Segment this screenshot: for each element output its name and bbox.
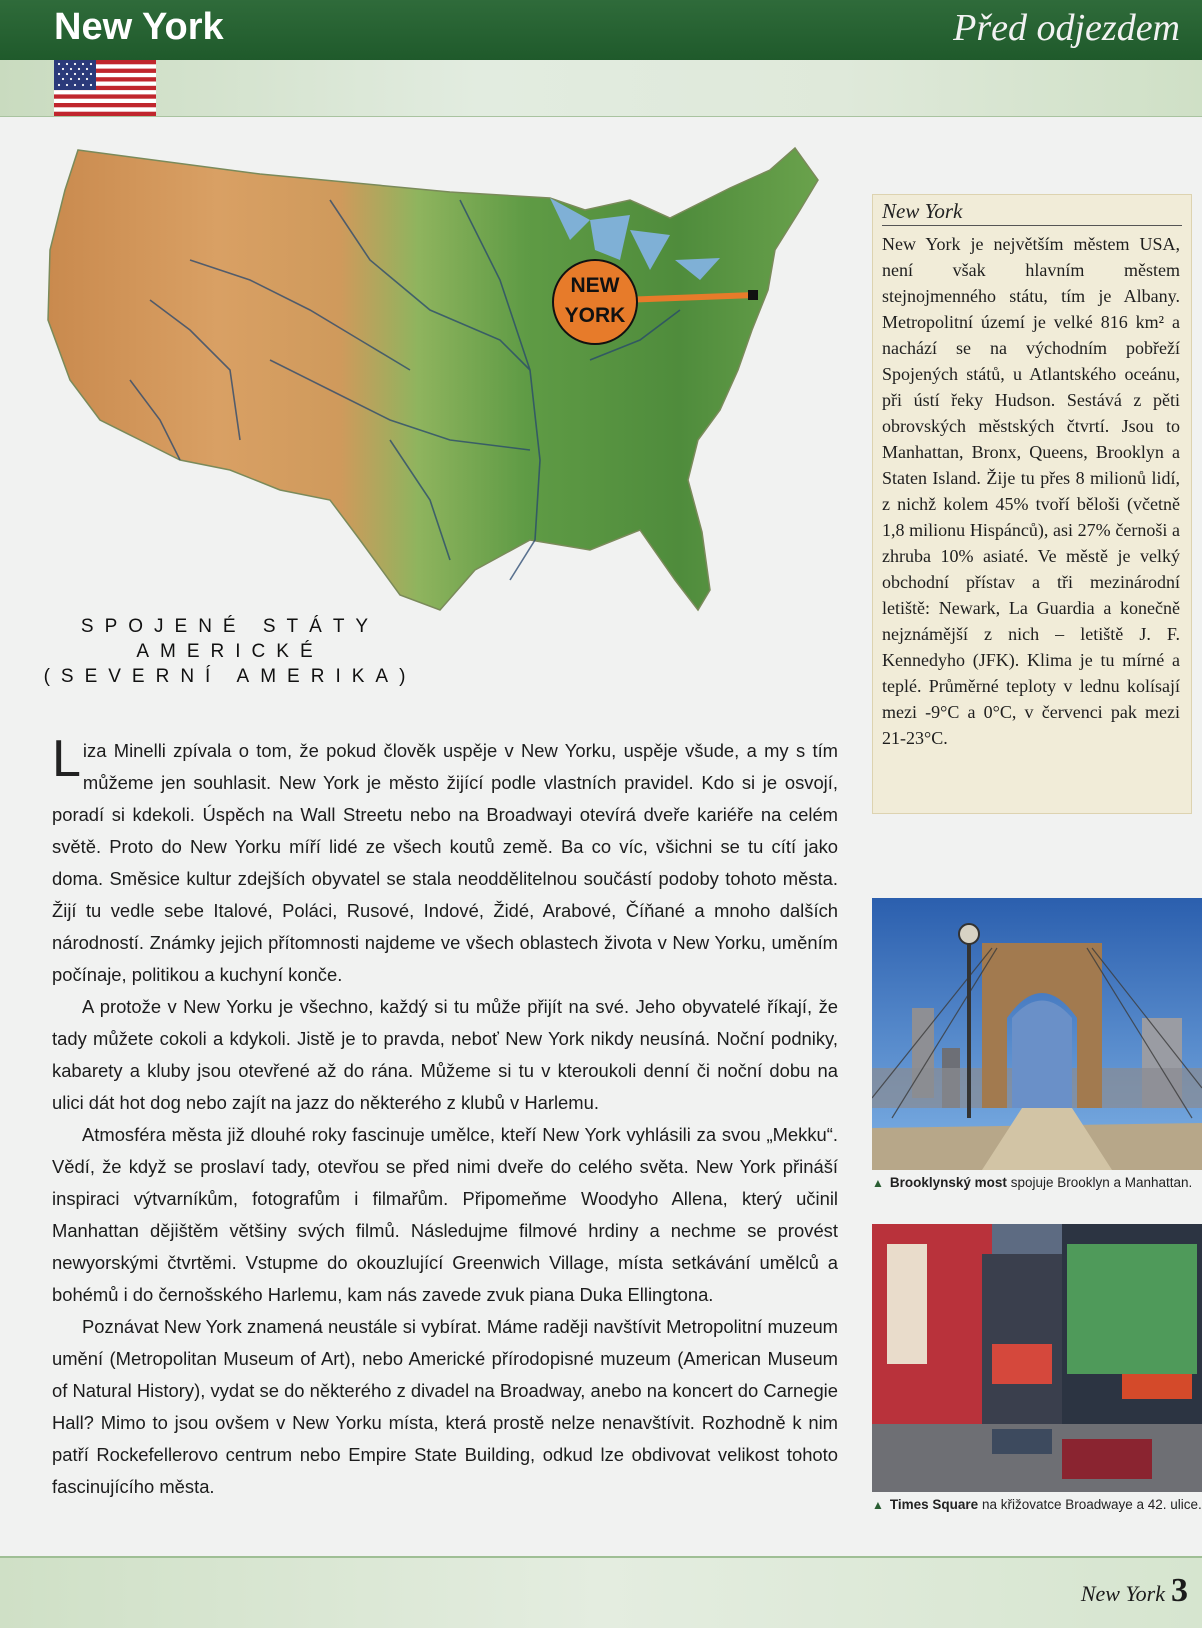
article-paragraph-2: A protože v New Yorku je všechno, každý si tu může přijít na své. Jeho obyvatelé říkají, že tady můžete cokoli a kdykoli. Jistě je to pravda, neboť New York nikdy neusíná. Noční podniky, kabarety a kluby jsou otevřené až do rána. Můžeme si tu v kteroukoli denní či noční dobu na ulici dát hot dog nebo zajít na jazz do některého z klubů v Harlemu. xyxy=(52,996,838,1113)
footer-book-title: New York xyxy=(1080,1581,1165,1606)
header-right-title: Před odjezdem xyxy=(953,7,1180,49)
new-york-badge xyxy=(553,260,637,344)
article-body xyxy=(52,730,838,1503)
page-footer xyxy=(0,1556,1202,1628)
sidebar-box xyxy=(872,194,1192,814)
header-band xyxy=(0,60,1202,117)
badge-line-1: NEW xyxy=(570,274,620,297)
article-paragraph-4: Poznávat New York znamená neustále si vybírat. Máme raději navštívit Metropolitní muzeum umění (Metropolitan Museum of Art), nebo Americké přírodopisné muzeum (American Museum of Natural History), vydat se do některého z divadel na Broadway, anebo na koncert do Carnegie Hall? Mimo to jsou ovšem v New Yorku místa, která prostě nelze nenavštívit. Rozhodně k nim patří Rockefellerovo centrum nebo Empire State Building, odkud lze obdivovat velikost tohoto fascinujícího města. xyxy=(52,1316,838,1497)
us-flag-icon xyxy=(54,60,156,116)
pointer-marker xyxy=(748,290,758,300)
article-paragraph-1-text: iza Minelli zpívala o tom, že pokud člověk uspěje v New Yorku, uspěje všude, a my s tím můžeme jen souhlasit. New York je město žijící podle vlastních pravidel. Kdo si je osvojí, poradí si kdekoli. Úspěch na Wall Streetu nebo na Broadwayi otevírá dveře kariéře na celém světě. Proto do New Yorku míří lidé ze všech koutů země. Ba co víc, všichni se tu cítí jako doma. Směsice kultur zdejších obyvatel se stala neoddělitelnou součástí podoby tohoto města. Žijí tu vedle sebe Italové, Poláci, Rusové, Indové, Židé, Arabové, Číňané a mnoho dalších národností. Známky jejich přítomnosti najdeme ve všech oblastech života v New Yorku, uměním počínaje, politikou a kuchyní konče. xyxy=(52,740,838,985)
caption-2-bold: Times Square xyxy=(889,1497,979,1512)
page-header xyxy=(0,0,1202,62)
sidebar-title: New York xyxy=(882,199,963,223)
sidebar-text: New York je největším městem USA, není však hlavním městem stejnojmenného státu, tím je Albany. Metropolitní území je velké 816 km² a nachází se na východním pobřeží Spojených států, u Atlantského oceánu, při ústí řeky Hudson. Sestává z pěti obrovských městských čtvrtí. Jsou to Manhattan, Bronx, Queens, Brooklyn a Staten Island. Žije tu přes 8 milionů lidí, z nichž kolem 45% tvoří běloši (včetně 1,8 milionu Hispánců), asi 27% černoši a zhruba 10% asiaté. Ve městě je velký obchodní přístav a tři mezinárodní letiště: Newark, La Guardia a konečně nejznámější z nich – letiště J. F. Kennedyho (JFK). Klima je tu mírné a teplé. Průměrné teploty v lednu kolísají mezi -9°C a 0°C, v červenci pak mezi 21-23°C. xyxy=(882,234,1180,748)
article-paragraph-3: Atmosféra města již dlouhé roky fascinuje umělce, kteří New York vyhlásili za svou „Mekku“. Vědí, že když se proslaví tady, otevřou se před nimi dveře do celého světa. New York přináší inspiraci výtvarníkům, fotografům i filmařům. Připomeňme Woodyho Allena, který učinil Manhattan dějištěm většiny svých filmů. Následujme filmové hrdiny a nechme se provést newyorskými čtvrtěmi. Vstupme do okouzlující Greenwich Village, místa setkávání umělců a bohémů i do černošského Harlemu, kam nás zavede zvuk piana Duka Ellingtona. xyxy=(52,1124,838,1305)
drop-cap: L xyxy=(52,730,81,788)
caption-triangle-icon: ▲ xyxy=(872,1176,884,1190)
footer-page-label xyxy=(1081,1572,1188,1610)
times-square-caption xyxy=(872,1496,1202,1514)
brooklyn-bridge-caption xyxy=(872,1174,1202,1192)
header-left-title: New York xyxy=(54,6,224,48)
times-square-photo xyxy=(872,1224,1202,1492)
caption-2-rest: na křižovatce Broadwaye a 42. ulice. xyxy=(978,1497,1202,1512)
caption-triangle-icon: ▲ xyxy=(872,1498,884,1512)
usa-relief-map xyxy=(30,140,855,655)
map-caption-line-2: AMERICKÉ xyxy=(136,641,324,662)
badge-line-2: YORK xyxy=(564,304,626,327)
map-caption-line-1: SPOJENÉ STÁTY xyxy=(80,616,380,637)
sidebar-rule xyxy=(882,225,1182,226)
caption-1-bold: Brooklynský most xyxy=(889,1175,1007,1190)
brooklyn-bridge-photo xyxy=(872,898,1202,1170)
caption-1-rest: spojuje Brooklyn a Manhattan. xyxy=(1006,1175,1193,1190)
usa-landmass xyxy=(48,148,818,610)
page-number: 3 xyxy=(1171,1572,1188,1609)
article-paragraph-1 xyxy=(52,730,838,991)
map-caption-line-3: (SEVERNÍ AMERIKA) xyxy=(43,666,417,687)
map-caption xyxy=(0,614,460,689)
